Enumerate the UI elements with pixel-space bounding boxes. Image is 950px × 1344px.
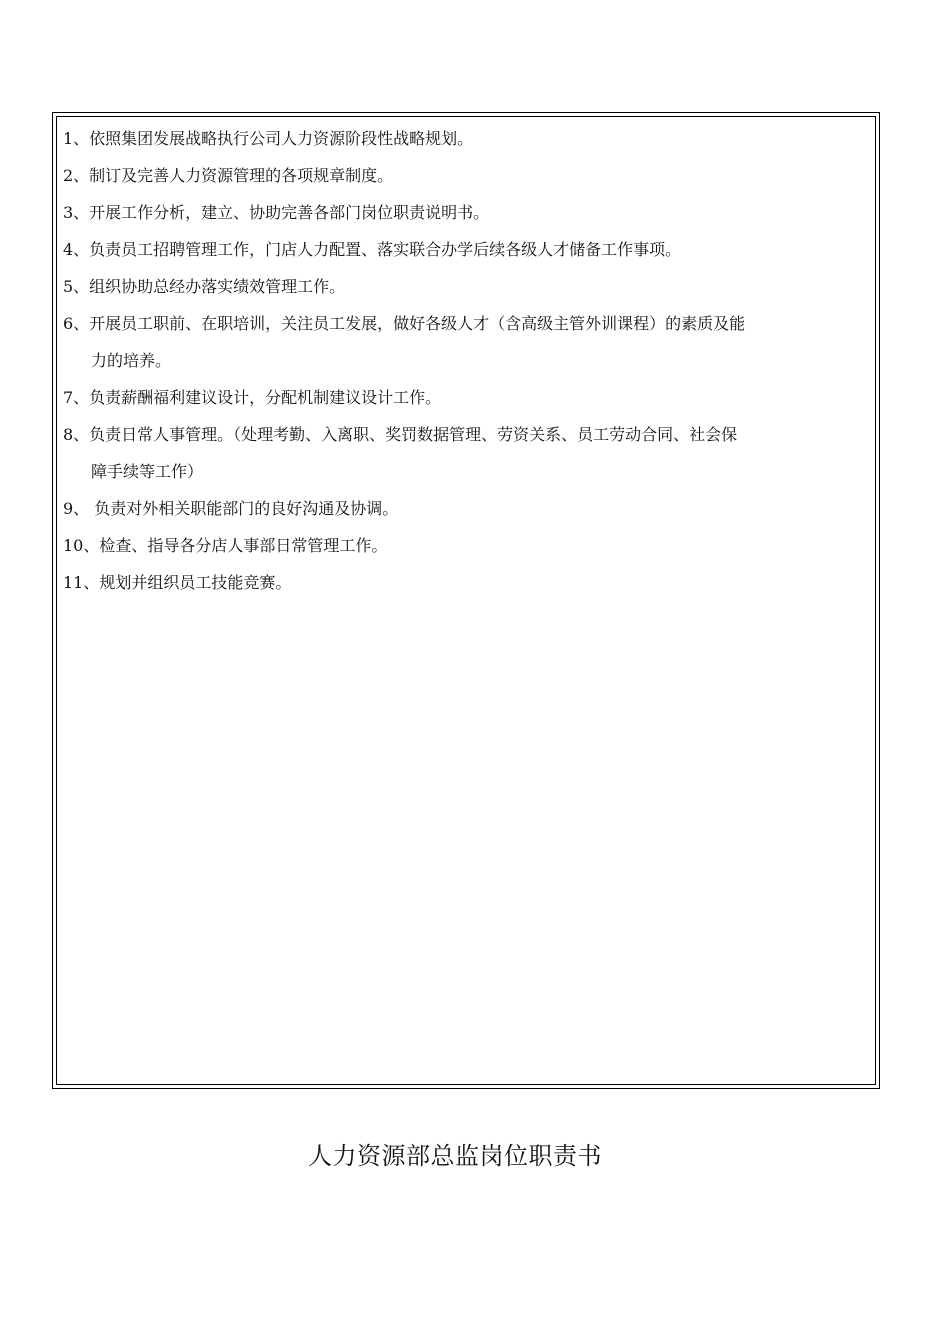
duty-item-5 bbox=[63, 268, 871, 305]
duty-item-7 bbox=[63, 379, 871, 416]
duty-text: 2、制订及完善人力资源管理的各项规章制度。 bbox=[63, 166, 394, 185]
duty-text: 1、依照集团发展战略执行公司人力资源阶段性战略规划。 bbox=[63, 129, 474, 148]
duty-text: 8、负责日常人事管理。（处理考勤、入离职、奖罚数据管理、劳资关系、员工劳动合同、社会保 bbox=[63, 425, 738, 444]
duty-text: 5、组织协助总经办落实绩效管理工作。 bbox=[63, 277, 346, 296]
duty-item-8 bbox=[63, 416, 871, 490]
duty-text: 4、负责员工招聘管理工作，门店人力配置、落实联合办学后续各级人才储备工作事项。 bbox=[63, 240, 682, 259]
duty-text: 6、开展员工职前、在职培训，关注员工发展，做好各级人才（含高级主管外训课程）的素质及能 bbox=[63, 314, 746, 333]
duty-item-4 bbox=[63, 231, 871, 268]
duty-item-9 bbox=[63, 490, 871, 527]
document-title: 人力资源部总监岗位职责书 bbox=[308, 1142, 602, 1170]
duty-list bbox=[63, 120, 871, 601]
duty-text: 7、负责薪酬福利建议设计，分配机制建议设计工作。 bbox=[63, 388, 442, 407]
duty-item-10 bbox=[63, 527, 871, 564]
duties-table-outer-border bbox=[52, 112, 880, 1089]
duty-text: 11、规划并组织员工技能竞赛。 bbox=[63, 573, 292, 592]
duty-item-2 bbox=[63, 157, 871, 194]
duty-item-6 bbox=[63, 305, 871, 379]
duty-text-continuation: 力的培养。 bbox=[91, 351, 172, 370]
duty-text: 9、 负责对外相关职能部门的良好沟通及协调。 bbox=[63, 499, 399, 518]
duty-item-1 bbox=[63, 120, 871, 157]
duty-text: 10、检查、指导各分店人事部日常管理工作。 bbox=[63, 536, 388, 555]
duty-text-continuation: 障手续等工作） bbox=[91, 462, 204, 481]
duty-item-11 bbox=[63, 564, 871, 601]
duties-table-inner-border bbox=[56, 116, 876, 1085]
duty-item-3 bbox=[63, 194, 871, 231]
duty-text: 3、开展工作分析，建立、协助完善各部门岗位职责说明书。 bbox=[63, 203, 490, 222]
